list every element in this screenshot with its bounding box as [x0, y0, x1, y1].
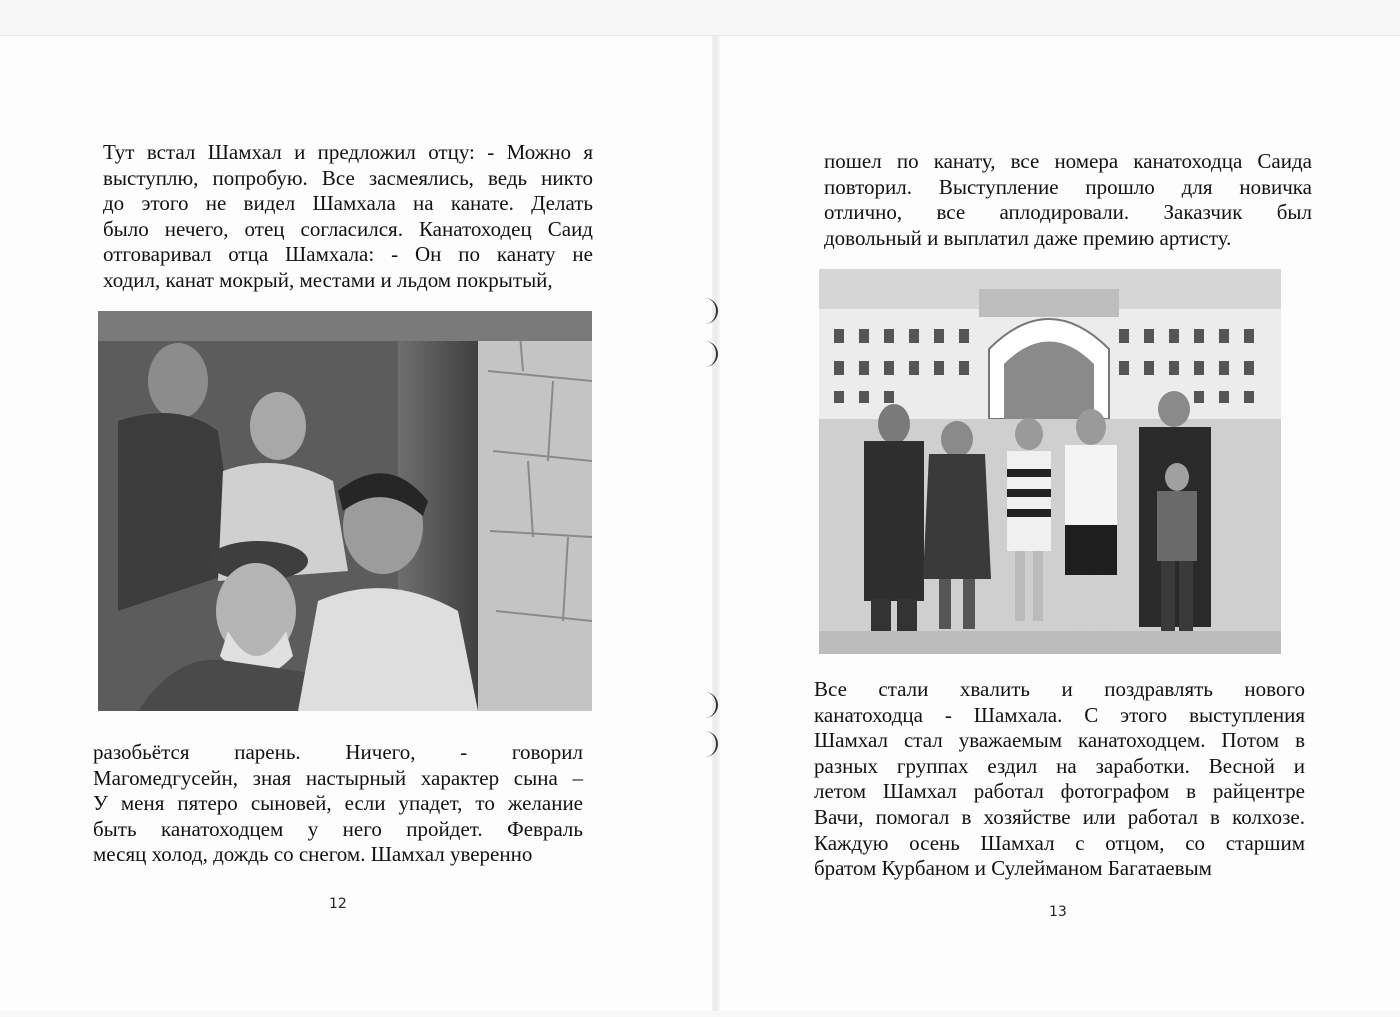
text-line: довольный и выплатил даже премию артисту. [824, 225, 1232, 250]
text-line: ходил, канат мокрый, местами и льдом покрытый, [103, 267, 553, 292]
text-line: разобьётся парень. Ничего, - говорил [93, 740, 583, 764]
text-line: канатоходца - Шамхала. С этого выступления [814, 702, 1305, 727]
square-group-photo-image [819, 269, 1281, 654]
text-line: братом Курбаном и Сулейманом Багатаевым [814, 856, 1212, 881]
text-line: быть канатоходцем у него пройдет. Февраль [93, 816, 583, 841]
book-spread [0, 36, 1400, 1011]
text-line: У меня пятеро сыновей, если упадет, то желание [93, 791, 583, 816]
text-line: Тут встал Шамхал и предложил отцу: - Можно я [103, 140, 593, 164]
text-line: Каждую осень Шамхал с отцом, со старшим [814, 830, 1305, 855]
text-line: летом Шамхал работал фотографом в райцентре [814, 779, 1305, 804]
family-doorway-photo [98, 311, 592, 711]
right-paragraph-top [824, 149, 1312, 251]
text-line: отговаривал отца Шамхала: - Он по канату не [103, 242, 593, 267]
text-line: было нечего, отец согласился. Канатоходец Саид [103, 216, 593, 241]
text-line: до этого не видел Шамхала на канате. Делать [103, 191, 593, 216]
book-gutter [712, 36, 720, 1011]
left-paragraph-bottom [93, 740, 583, 868]
text-line: месяц холод, дождь со снегом. Шамхал уверенно [93, 842, 533, 867]
left-paragraph-top [103, 140, 593, 294]
text-line: выступлю, попробую. Все засмеялись, ведь никто [103, 165, 593, 190]
right-page [720, 36, 1400, 1011]
text-line: пошел по канату, все номера канатоходца Саида [824, 149, 1312, 173]
text-line: Шамхал стал уважаемым канатоходцем. Потом в [814, 728, 1305, 753]
page-number-right: 13 [1049, 904, 1067, 920]
text-line: разных группах ездил на заработки. Весной и [814, 753, 1305, 778]
family-doorway-photo-image [98, 311, 592, 711]
text-line: Магомедгусейн, зная настырный характер сына – [93, 765, 583, 790]
left-page [28, 36, 708, 1011]
text-line: Все стали хвалить и поздравлять нового [814, 677, 1305, 701]
right-paragraph-bottom [814, 677, 1305, 882]
text-line: Вачи, помогал в хозяйстве или работал в колхозе. [814, 804, 1305, 829]
text-line: отлично, все аплодировали. Заказчик был [824, 200, 1312, 225]
square-group-photo [819, 269, 1281, 654]
page-number-left: 12 [329, 896, 347, 912]
text-line: повторил. Выступление прошло для новичка [824, 174, 1312, 199]
